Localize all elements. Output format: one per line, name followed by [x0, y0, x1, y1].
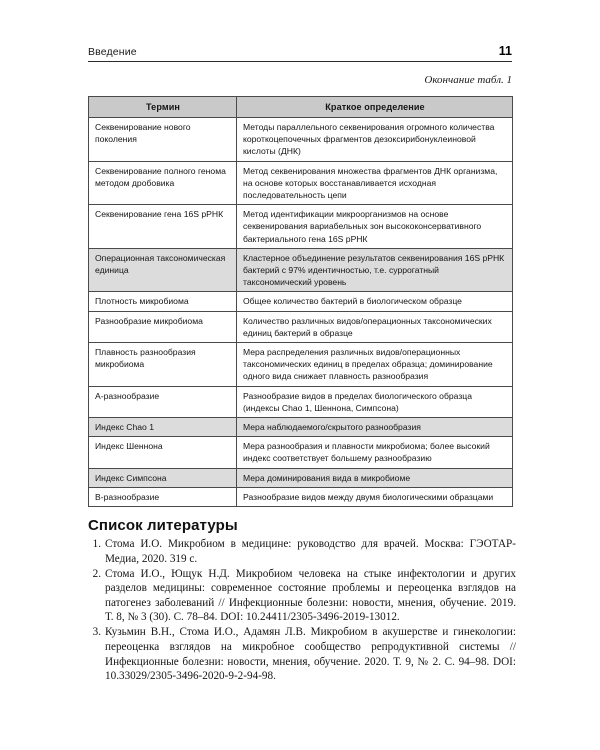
table-cell-term: Плавность разнообразия микробиома	[89, 342, 237, 386]
table-cell-term: Плотность микробиома	[89, 292, 237, 311]
table-cell-definition: Разнообразие видов в пределах биологического образца (индексы Chao 1, Шеннона, Симпсона)	[237, 386, 513, 417]
table-cell-definition: Разнообразие видов между двумя биологическими образцами	[237, 487, 513, 506]
table-body	[89, 117, 513, 506]
table-row	[89, 248, 513, 292]
table-row	[89, 437, 513, 468]
table-cell-term: Секвенирование нового поколения	[89, 117, 237, 161]
table-cell-definition: Мера разнообразия и плавности микробиома; более высокий индекс соответствует большему разнообразию	[237, 437, 513, 468]
table-cell-term: А-разнообразие	[89, 386, 237, 417]
reference-number: 1.	[92, 538, 101, 550]
table-cell-term: Индекс Chao 1	[89, 417, 237, 436]
table-cell-definition: Количество различных видов/операционных таксономических единиц бактерий в образце	[237, 311, 513, 342]
references-list	[88, 537, 516, 684]
table-row	[89, 468, 513, 487]
table-cell-definition: Мера доминирования вида в микробиоме	[237, 468, 513, 487]
table-cell-term: В-разнообразие	[89, 487, 237, 506]
reference-item	[88, 625, 516, 683]
references-heading: Список литературы	[88, 517, 238, 534]
running-head	[88, 44, 512, 62]
terms-table	[88, 96, 513, 507]
table-cell-term: Секвенирование полного генома методом дробовика	[89, 161, 237, 205]
reference-text: Кузьмин В.Н., Стома И.О., Адамян Л.В. Микробиом в акушерстве и гинекологии: переоценка взглядов на микробное сообщество репродуктивной системы // Инфекционные болезни: новости, мнения, обучение. 2020. Т. 9, № 2. С. 94–98. DOI: 10.33029/2305-3496-2020-9-2-94-98.	[105, 626, 516, 683]
reference-item	[88, 567, 516, 625]
table-row	[89, 292, 513, 311]
table-caption: Окончание табл. 1	[424, 74, 512, 86]
reference-number: 2.	[92, 567, 101, 580]
reference-number: 3.	[92, 626, 101, 639]
terms-table-container	[88, 96, 512, 507]
table-cell-term: Операционная таксономическая единица	[89, 248, 237, 292]
column-header-term: Термин	[89, 97, 237, 118]
reference-text: Стома И.О. Микробиом в медицине: руководство для врачей. Москва: ГЭОТАР-Медиа, 2020. 319 с.	[105, 538, 516, 565]
table-cell-definition: Общее количество бактерий в биологическом образце	[237, 292, 513, 311]
table-cell-term: Секвенирование гена 16S рРНК	[89, 205, 237, 249]
page-number: 11	[498, 44, 512, 58]
table-cell-definition: Мера распределения различных видов/операционных таксономических единиц в пределах образца; доминирование одного вида снижает плавность разнообразия	[237, 342, 513, 386]
table-cell-definition: Мера наблюдаемого/скрытого разнообразия	[237, 417, 513, 436]
table-row	[89, 311, 513, 342]
running-head-title: Введение	[88, 46, 137, 58]
table-cell-definition: Методы параллельного секвенирования огромного количества короткоцепочечных фрагментов дезоксирибонуклеиновой кислоты (ДНК)	[237, 117, 513, 161]
table-row	[89, 417, 513, 436]
table-row	[89, 161, 513, 205]
reference-item	[88, 537, 516, 566]
table-row	[89, 487, 513, 506]
table-cell-definition: Кластерное объединение результатов секвенирования 16S рРНК бактерий с 97% идентичностью, т.е. суррогатный таксономический уровень	[237, 248, 513, 292]
table-row	[89, 342, 513, 386]
table-row	[89, 117, 513, 161]
table-cell-term: Разнообразие микробиома	[89, 311, 237, 342]
table-cell-term: Индекс Шеннона	[89, 437, 237, 468]
column-header-definition: Краткое определение	[237, 97, 513, 118]
reference-text: Стома И.О., Ющук Н.Д. Микробиом человека на стыке инфектологии и других разделов медицины: современное состояние проблемы и переоценка взглядов на патогенез заболеваний // Инфекционные болезни: новости, мнения, обучение. 2019. Т. 8, № 3 (30). С. 78–84. DOI: 10.24411/2305-3496-2019-13012.	[105, 567, 516, 624]
table-row	[89, 205, 513, 249]
table-header	[89, 97, 513, 118]
table-cell-definition: Метод идентификации микроорганизмов на основе секвенирования вариабельных зон высококонсервативного бактериального гена 16S рРНК	[237, 205, 513, 249]
table-cell-definition: Метод секвенирования множества фрагментов ДНК организма, на основе которых восстанавливается исходная последовательность цепи	[237, 161, 513, 205]
table-header-row	[89, 97, 513, 118]
table-cell-term: Индекс Симпсона	[89, 468, 237, 487]
table-row	[89, 386, 513, 417]
